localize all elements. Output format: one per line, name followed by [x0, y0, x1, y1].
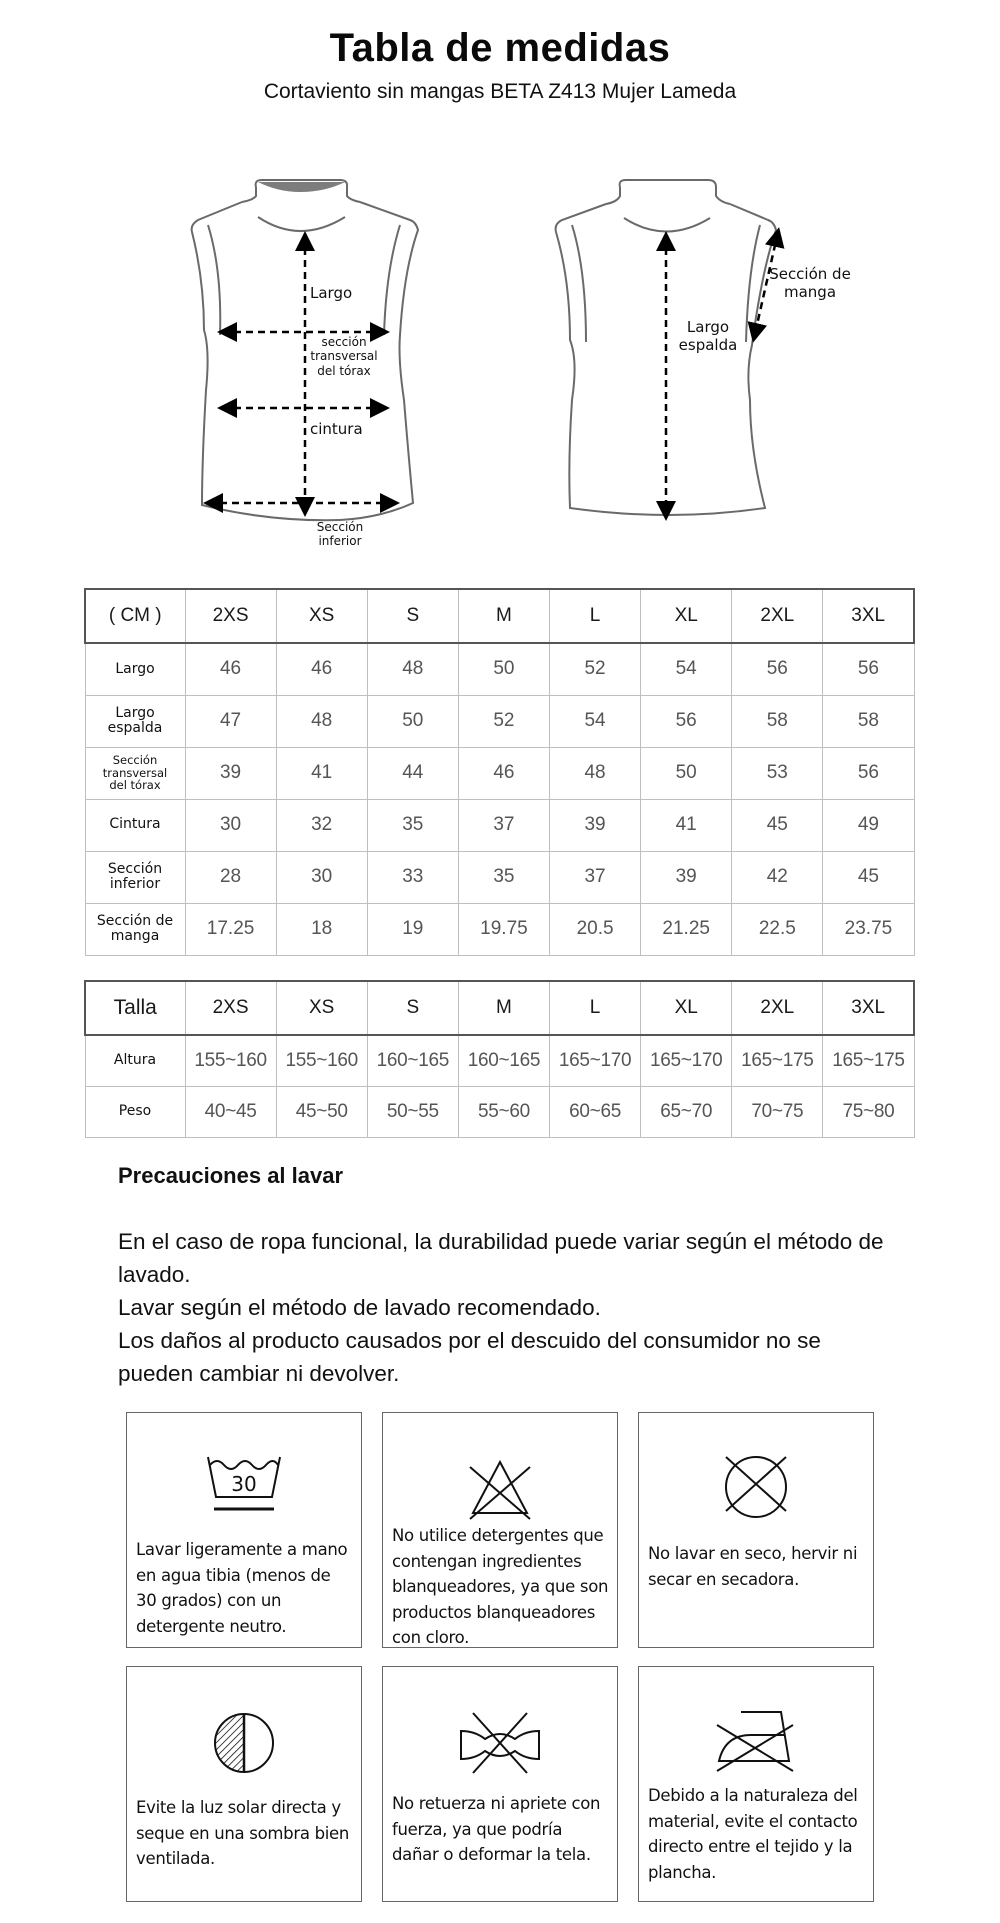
label-largo-espalda	[672, 318, 744, 354]
care-item-hand-wash	[126, 1412, 362, 1648]
care-item-text: Evite la luz solar directa y seque en una sombra bien ventilada.	[136, 1798, 350, 1868]
row-label-line: Sección de	[96, 912, 174, 929]
size-header: M	[458, 589, 549, 643]
label-cintura: cintura	[310, 420, 363, 438]
product-subtitle: Cortaviento sin mangas BETA Z413 Mujer Lameda	[263, 80, 737, 103]
size-header: 3XL	[823, 589, 914, 643]
fit-header-row	[85, 981, 914, 1035]
cell-value: 35	[458, 851, 549, 903]
care-item-text: Lavar ligeramente a mano en agua tibia (menos de 30 grados) con un detergente neutro.	[136, 1540, 348, 1636]
size-header: XS	[276, 589, 367, 643]
cell-value: 19	[367, 903, 458, 955]
cell-value: 37	[550, 851, 641, 903]
cell-value: 165~175	[732, 1035, 823, 1086]
cell-value: 60~65	[550, 1086, 641, 1137]
size-header: XL	[641, 981, 732, 1035]
cell-value: 75~80	[823, 1086, 914, 1137]
row-label-line: Cintura	[109, 816, 161, 833]
cell-value: 39	[641, 851, 732, 903]
cell-value: 48	[276, 695, 367, 747]
cell-value: 46	[185, 643, 276, 695]
cell-value: 30	[185, 799, 276, 851]
cell-value: 28	[185, 851, 276, 903]
label-manga-line1: Sección de	[769, 265, 851, 283]
cell-value: 45	[732, 799, 823, 851]
size-header: 2XS	[185, 981, 276, 1035]
care-line: Los daños al producto causados por el descuido del consumidor no se pueden cambiar ni devolver.	[118, 1328, 821, 1386]
care-item-no-dry-clean	[638, 1412, 874, 1648]
cell-value: 52	[458, 695, 549, 747]
size-header: 2XL	[732, 981, 823, 1035]
label-inferior-line2: inferior	[318, 534, 362, 549]
cell-value: 48	[550, 747, 641, 799]
cell-value: 22.5	[732, 903, 823, 955]
cell-value: 32	[276, 799, 367, 851]
table-row	[85, 1086, 914, 1137]
cell-value: 42	[732, 851, 823, 903]
cell-value: 30	[276, 851, 367, 903]
cell-value: 56	[641, 695, 732, 747]
label-largo: Largo	[310, 284, 353, 302]
row-label-line: Largo	[115, 704, 155, 721]
cell-value: 56	[823, 643, 914, 695]
label-seccion-manga	[765, 265, 855, 301]
fit-table	[84, 980, 915, 1138]
cell-value: 37	[458, 799, 549, 851]
care-item-no-iron	[638, 1666, 874, 1902]
size-header: 3XL	[823, 981, 914, 1035]
shade-dry-icon	[127, 1711, 361, 1775]
no-iron-icon	[639, 1709, 873, 1773]
cell-value: 20.5	[550, 903, 641, 955]
cell-value: 39	[550, 799, 641, 851]
cell-value: 56	[823, 747, 914, 799]
table-row	[85, 695, 914, 747]
label-torax-line2: transversal	[310, 349, 378, 364]
size-header: XL	[641, 589, 732, 643]
cell-value: 54	[550, 695, 641, 747]
care-instructions-text	[118, 1225, 898, 1390]
cell-value: 53	[732, 747, 823, 799]
row-label	[85, 903, 185, 955]
label-espalda-line2: espalda	[678, 336, 738, 354]
care-item-text: No lavar en seco, hervir ni secar en secadora.	[648, 1544, 858, 1589]
care-section-title: Precauciones al lavar	[118, 1163, 344, 1188]
care-item-text: No utilice detergentes que contengan ingredientes blanqueadores, ya que son productos blanqueadores con cloro.	[392, 1526, 609, 1647]
care-item-no-bleach	[382, 1412, 618, 1648]
cell-value: 50	[641, 747, 732, 799]
care-line: En el caso de ropa funcional, la durabilidad puede variar según el método de lavado.	[118, 1229, 884, 1287]
label-torax-line1: sección	[321, 335, 367, 349]
cell-value: 41	[641, 799, 732, 851]
front-garment-diagram	[180, 170, 430, 550]
row-label-line: Sección	[112, 753, 158, 768]
table-row	[85, 903, 914, 955]
unit-header: ( CM )	[85, 589, 185, 643]
row-label-line: espalda	[107, 720, 163, 736]
table-row	[85, 1035, 914, 1086]
cell-value: 70~75	[732, 1086, 823, 1137]
row-label	[85, 799, 185, 851]
no-bleach-icon	[383, 1459, 617, 1521]
row-label-line: Sección	[107, 860, 163, 877]
measurements-table	[84, 588, 915, 956]
cell-value: 17.25	[185, 903, 276, 955]
cell-value: 19.75	[458, 903, 549, 955]
row-label	[85, 695, 185, 747]
size-header: L	[550, 589, 641, 643]
cell-value: 160~165	[367, 1035, 458, 1086]
row-label-line: manga	[110, 928, 160, 944]
cell-value: 45	[823, 851, 914, 903]
cell-value: 44	[367, 747, 458, 799]
cell-value: 33	[367, 851, 458, 903]
table-row	[85, 643, 914, 695]
label-inferior-line1: Sección	[316, 520, 364, 534]
label-espalda-line1: Largo	[686, 318, 730, 336]
size-header: 2XS	[185, 589, 276, 643]
size-header: S	[367, 981, 458, 1035]
cell-value: 165~170	[550, 1035, 641, 1086]
cell-value: 52	[550, 643, 641, 695]
cell-value: 46	[276, 643, 367, 695]
no-dry-clean-icon	[639, 1455, 873, 1519]
cell-value: 47	[185, 695, 276, 747]
back-garment-diagram	[540, 170, 860, 530]
size-header: L	[550, 981, 641, 1035]
row-label-line: transversal	[102, 765, 168, 780]
cell-value: 155~160	[276, 1035, 367, 1086]
care-line: Lavar según el método de lavado recomendado.	[118, 1295, 601, 1320]
cell-value: 56	[732, 643, 823, 695]
row-label	[85, 643, 185, 695]
label-torax-line3: del tórax	[317, 363, 371, 378]
table-row	[85, 747, 914, 799]
talla-header: Talla	[85, 981, 185, 1035]
size-header: XS	[276, 981, 367, 1035]
cell-value: 41	[276, 747, 367, 799]
cell-value: 18	[276, 903, 367, 955]
cell-value: 165~175	[823, 1035, 914, 1086]
size-header: S	[367, 589, 458, 643]
cell-value: 39	[185, 747, 276, 799]
row-label-line: del tórax	[109, 778, 161, 793]
row-label	[85, 851, 185, 903]
cell-value: 160~165	[458, 1035, 549, 1086]
cell-value: 65~70	[641, 1086, 732, 1137]
cell-value: 46	[458, 747, 549, 799]
cell-value: 155~160	[185, 1035, 276, 1086]
cell-value: 49	[823, 799, 914, 851]
svg-text:30: 30	[231, 1472, 257, 1496]
label-manga-line2: manga	[783, 283, 837, 301]
size-header: 2XL	[732, 589, 823, 643]
cell-value: 40~45	[185, 1086, 276, 1137]
cell-value: 58	[732, 695, 823, 747]
row-label: Peso	[85, 1086, 185, 1137]
care-item-shade-dry	[126, 1666, 362, 1902]
no-wring-icon	[383, 1711, 617, 1775]
label-torax	[304, 335, 384, 378]
care-item-text: Debido a la naturaleza del material, evite el contacto directo entre el tejido y la plancha.	[648, 1786, 858, 1882]
cell-value: 21.25	[641, 903, 732, 955]
measurements-header-row	[85, 589, 914, 643]
size-header: M	[458, 981, 549, 1035]
row-label: Altura	[85, 1035, 185, 1086]
cell-value: 58	[823, 695, 914, 747]
row-label-line: inferior	[109, 876, 161, 892]
label-inferior	[305, 520, 375, 549]
cell-value: 48	[367, 643, 458, 695]
cell-value: 50	[367, 695, 458, 747]
care-item-text: No retuerza ni apriete con fuerza, ya que podría dañar o deformar la tela.	[392, 1794, 601, 1864]
row-label	[85, 747, 185, 799]
table-row	[85, 799, 914, 851]
care-item-no-wring	[382, 1666, 618, 1902]
cell-value: 35	[367, 799, 458, 851]
cell-value: 50~55	[367, 1086, 458, 1137]
cell-value: 23.75	[823, 903, 914, 955]
cell-value: 55~60	[458, 1086, 549, 1137]
cell-value: 45~50	[276, 1086, 367, 1137]
cell-value: 165~170	[641, 1035, 732, 1086]
cell-value: 50	[458, 643, 549, 695]
hand-wash-30-icon	[127, 1453, 361, 1517]
cell-value: 54	[641, 643, 732, 695]
row-label-line: Largo	[115, 660, 155, 677]
page-title: Tabla de medidas	[329, 26, 671, 70]
table-row	[85, 851, 914, 903]
